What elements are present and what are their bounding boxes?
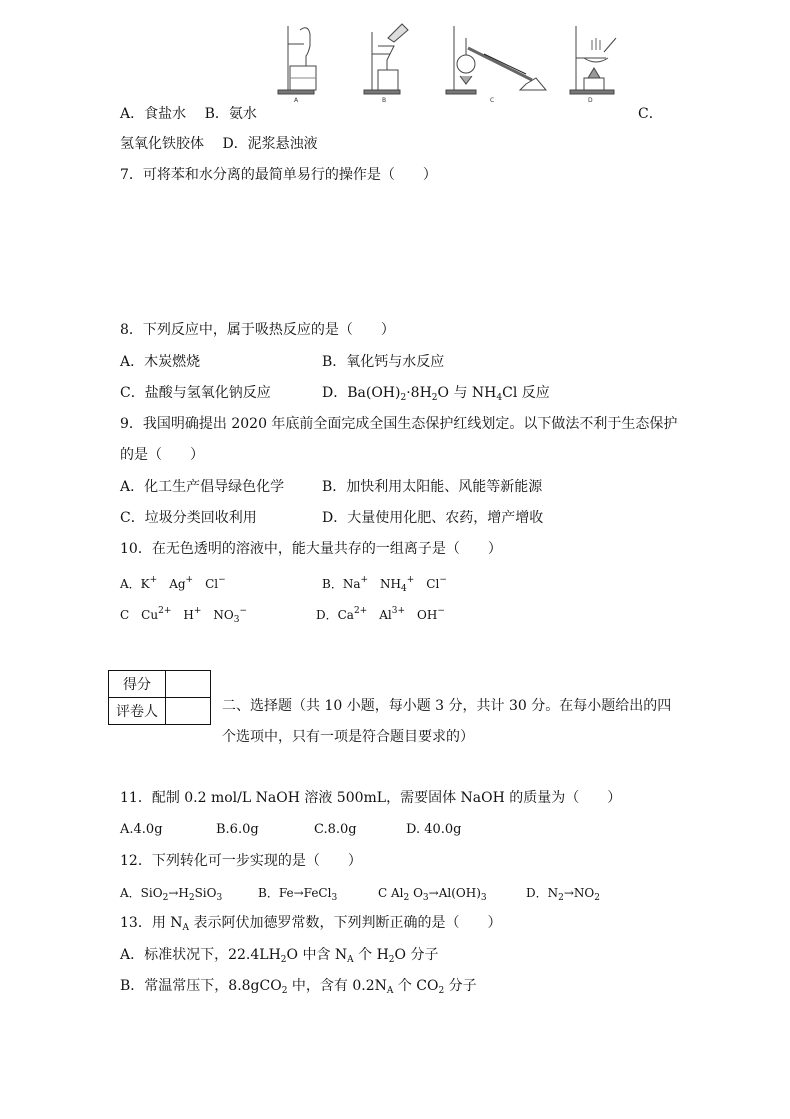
q8-option-d: D．$Ba(OH)_2\cdot 8H_2O$ 与 $NH_4Cl$ 反应: [322, 385, 550, 403]
q9-option-a: A．化工生产倡导绿色化学: [120, 479, 285, 495]
q10-stem: 10．在无色透明的溶液中，能大量共存的一组离子是（ ）: [120, 541, 502, 557]
arrow-icon: →: [563, 886, 574, 900]
distillation-apparatus-icon: [446, 26, 546, 94]
evaporation-apparatus-icon: [570, 26, 616, 94]
apparatus-figure: [270, 18, 626, 104]
apparatus-label-b: B: [382, 97, 387, 104]
score-value-cell: [166, 671, 211, 698]
apparatus-label-c: C: [490, 97, 495, 104]
q8-stem: 8．下列反应中，属于吸热反应的是（ ）: [120, 322, 395, 338]
q9-stem-line1: 9．我国明确提出 2020 年底前全面完成全国生态保护红线划定。以下做法不利于生态保护: [120, 416, 678, 432]
q9-option-c: C．垃圾分类回收利用: [120, 510, 257, 526]
q13-stem: 13．用 $N_A$ 表示阿伏加德罗常数，下列判断正确的是（ ）: [120, 915, 502, 933]
q11-option-b: B.6.0g: [216, 822, 259, 837]
q6-options-row-2: [120, 134, 318, 154]
grader-value-cell: [166, 698, 211, 725]
q10-option-d: D．$Ca^{2+}$ $Al^{3+}$ OH−: [316, 606, 445, 622]
q11-stem: 11．配制 0.2 mol/L NaOH 溶液 500mL，需要固体 NaOH 的质量为（ ）: [120, 790, 622, 806]
q11-option-d: D. 40.0g: [406, 822, 462, 837]
q12-option-a: A．$SiO_2\to H_2SiO_3$: [120, 886, 223, 903]
q6-option-b: B．氨水: [204, 106, 257, 122]
q6-option-d: D．泥浆悬浊液: [222, 136, 318, 152]
apparatus-label-d: D: [588, 97, 593, 104]
q11-option-a: A.4.0g: [120, 822, 163, 837]
q10-option-b: B．Na+ $NH_4^+$ Cl−: [322, 575, 447, 594]
arrow-icon: →: [428, 886, 439, 900]
q11-option-c: C.8.0g: [314, 822, 357, 837]
q6-options-row: [120, 104, 257, 124]
q12-option-c: C $Al_2$ $O_3\to Al(OH)_3$: [378, 886, 487, 903]
score-box: [108, 670, 211, 725]
filtration-apparatus-icon: [364, 24, 408, 94]
section2-heading-line2: 个选项中，只有一项是符合题目要求的）: [222, 729, 474, 745]
arrow-icon: →: [168, 886, 179, 900]
apparatus-label-a: A: [294, 97, 299, 104]
q10-option-c: C $Cu^{2+}$ H+ $NO_3^-$: [120, 606, 248, 625]
q8-option-c: C．盐酸与氢氧化钠反应: [120, 385, 271, 401]
q6-option-c-label: C．: [638, 106, 663, 122]
q7-stem: 7．可将苯和水分离的最简单易行的操作是（ ）: [120, 167, 437, 183]
q13-option-b: B．常温常压下，8.8gCO$_2$ 中，含有 $0.2N_A$ 个 $CO_2$ 分子: [120, 978, 477, 996]
q12-option-d: D．$N_2\to NO_2$: [526, 886, 600, 903]
q10-option-a: A．K+ Ag+ Cl−: [120, 575, 226, 591]
q12-stem: 12．下列转化可一步实现的是（ ）: [120, 853, 362, 869]
q9-option-b: B．加快利用太阳能、风能等新能源: [322, 479, 543, 495]
q9-option-d: D．大量使用化肥、农药，增产增收: [322, 510, 544, 526]
section2-heading-line1: 二、选择题（共 10 小题，每小题 3 分，共计 30 分。在每小题给出的四: [222, 698, 672, 714]
q6-option-a: A．食盐水: [120, 106, 187, 122]
q6-option-c-text: 氢氧化铁胶体: [120, 136, 204, 152]
separatory-funnel-apparatus-icon: [278, 26, 316, 94]
q9-stem-line2: 的是（ ）: [120, 447, 204, 463]
score-label: 得分: [109, 671, 166, 698]
q13-option-a: A．标准状况下，$22.4LH_2O$ 中含 $N_A$ 个 $H_2O$ 分子: [120, 947, 439, 965]
q8-option-b: B．氧化钙与水反应: [322, 354, 445, 370]
q8-option-a: A．木炭燃烧: [120, 354, 201, 370]
arrow-icon: →: [293, 886, 304, 900]
q12-option-b: B．Fe→FeCl$_3$: [258, 886, 338, 903]
grader-label: 评卷人: [109, 698, 166, 725]
